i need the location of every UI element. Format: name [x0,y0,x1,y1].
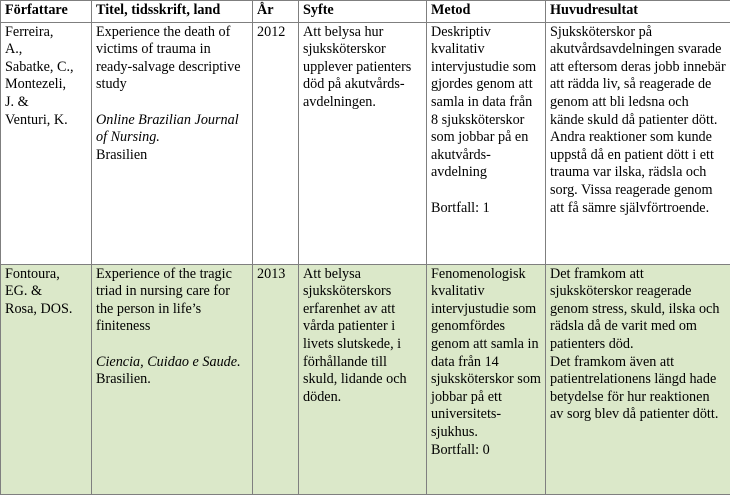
author-line: Montezeli, [5,76,87,94]
year-cell: 2013 [253,264,299,494]
article-title: Experience the death of victims of trauma in ready-salvage descriptive study [96,24,248,94]
author-line: EG. & [5,283,87,301]
purpose-cell: Att belysa sjuksköterskors erfarenhet av att vårda patienter i livets slutskede, i förhållande till skuld, lidande och döden. [299,264,427,494]
header-results: Huvudresultat [546,1,730,23]
header-author: Författare [1,1,92,23]
author-line: J. & [5,94,87,112]
header-purpose: Syfte [299,1,427,23]
results-cell [546,264,730,494]
title-cell [92,22,253,264]
journal-name: Ciencia, Cuidao e Saude. [96,354,248,372]
author-line: Rosa, DOS. [5,301,87,319]
dropout-text: Bortfall: 0 [431,442,541,460]
article-title: Experience of the tragic triad in nursing care for the person in life’s finiteness [96,266,248,336]
title-cell [92,264,253,494]
author-cell [1,22,92,264]
method-cell [427,22,546,264]
author-line: Venturi, K. [5,112,87,130]
country: Brasilien. [96,371,248,389]
purpose-cell: Att belysa hur sjuksköterskor upplever patienters död på akutvårds-avdelningen. [299,22,427,264]
method-text: Fenomenologisk kvalitativ intervjustudie som genomfördes genom att samla in data från 14 sjuksköterskor som jobbar på ett universitets-sjukhus. [431,266,541,442]
dropout-text: Bortfall: 1 [431,200,541,218]
author-line: Fontoura, [5,266,87,284]
results-cell: Sjuksköterskor på akutvårdsavdelningen svarade att eftersom deras jobb innebär att rädda liv, så reagerade de genom att bli ledsna och kände skuld då patienter dött. Andra reaktioner som kunde uppstå då en patient dött i ett trauma var ilska, rädsla och sorg. Vissa reagerade genom att få sämre självförtroende. [546,22,730,264]
method-cell [427,264,546,494]
method-text: Deskriptiv kvalitativ intervjustudie som gjordes genom att samla in data från 8 sjuksköterskor som jobbar på en akutvårds-avdelning [431,24,541,182]
header-method: Metod [427,1,546,23]
results-text: Det framkom att sjuksköterskor reagerade genom stress, skuld, ilska och rädsla då de varit med om patienters död. [550,266,726,354]
country: Brasilien [96,147,248,165]
author-line: Ferreira, [5,24,87,42]
results-text-2: Det framkom även att patientrelationens längd hade betydelse för hur reaktionen av sorg blev då patienter dött. [550,354,726,424]
header-row [1,1,730,23]
author-line: Sabatke, C., [5,59,87,77]
table-row [1,264,730,494]
journal-name: Online Brazilian Journal of Nursing. [96,112,248,147]
year-cell: 2012 [253,22,299,264]
author-cell [1,264,92,494]
header-title: Titel, tidsskrift, land [92,1,253,23]
table-row [1,22,730,264]
header-year: År [253,1,299,23]
author-line: A., [5,41,87,59]
